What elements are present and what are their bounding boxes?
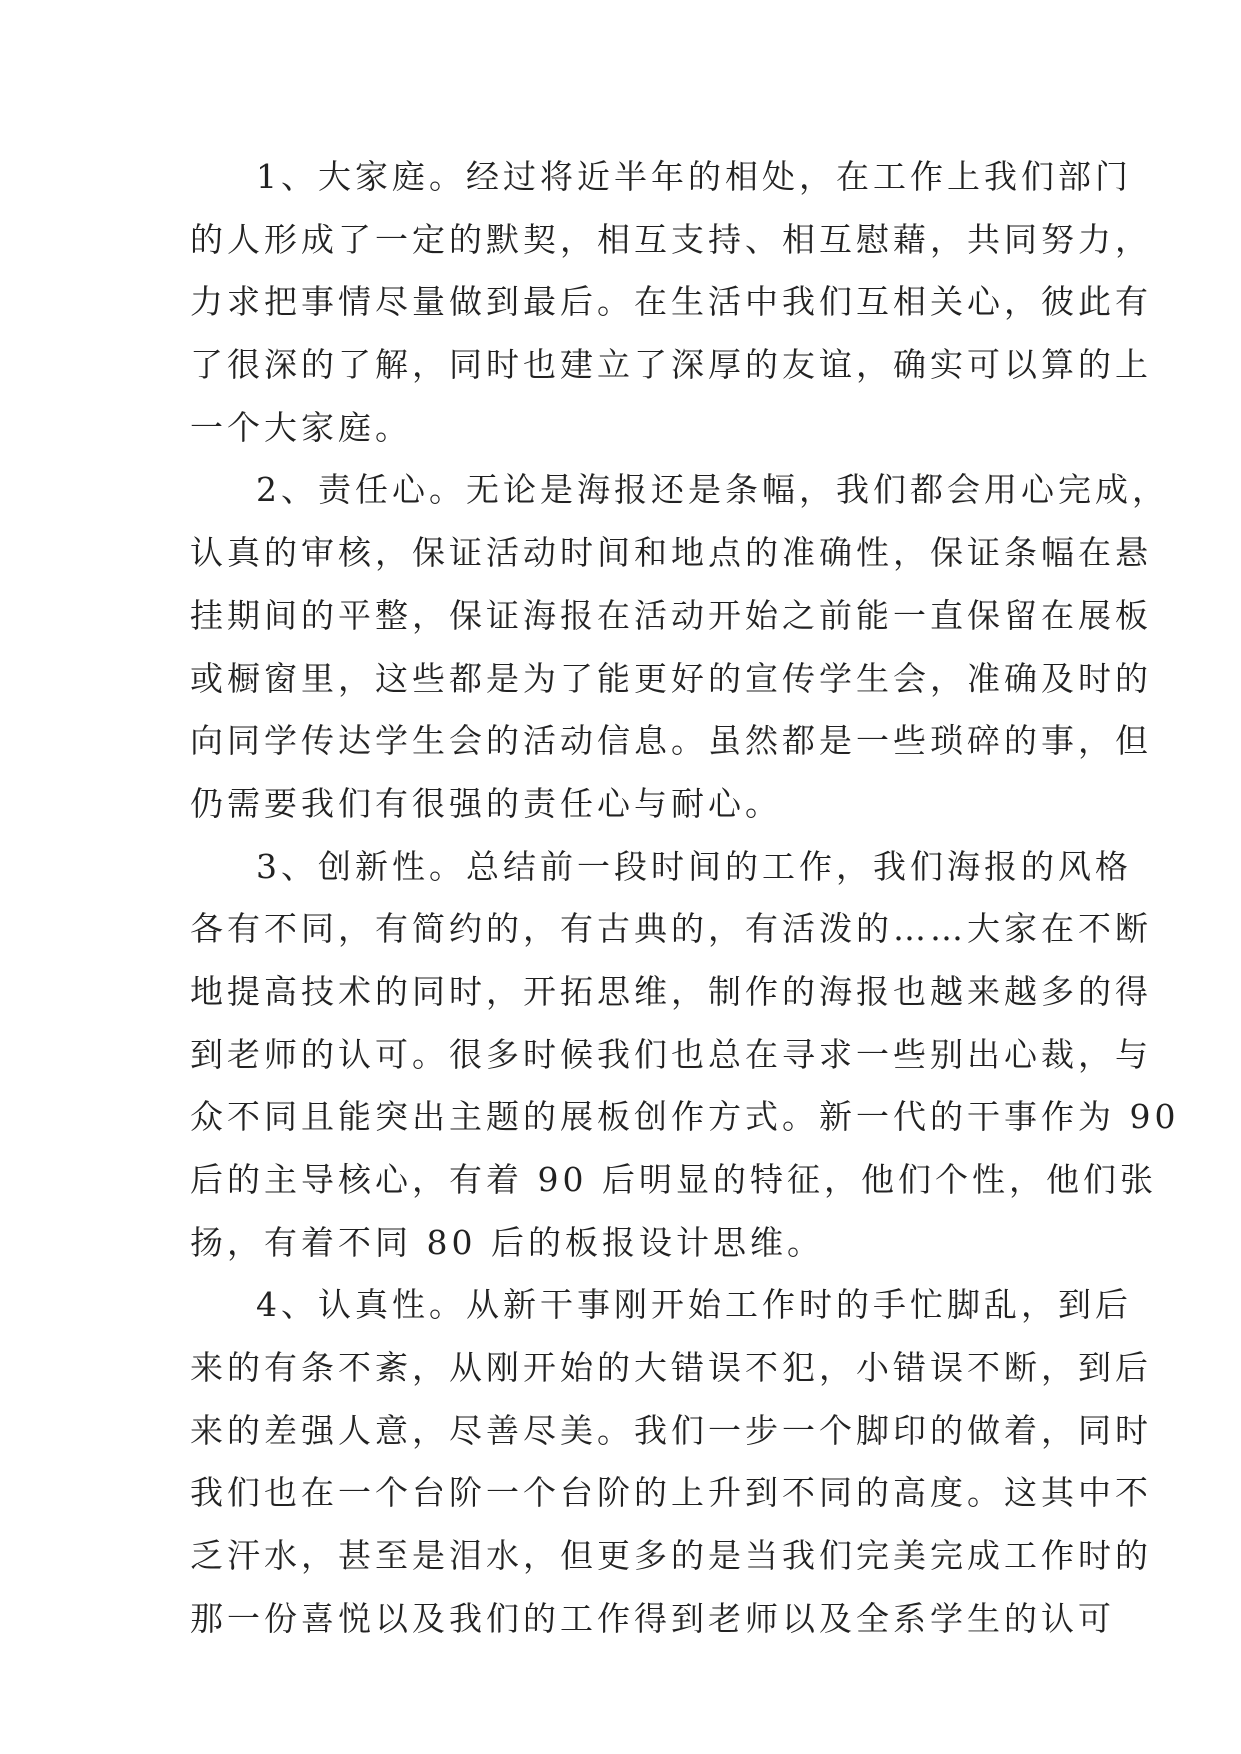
paragraph-2-line-1: 2、责任心。无论是海报还是条幅，我们都会用心完成， bbox=[256, 470, 1169, 510]
paragraph-3-line-5: 众不同且能突出主题的展板创作方式。新一代的干事作为 90 bbox=[190, 1097, 1180, 1137]
paragraph-2-line-5: 向同学传达学生会的活动信息。虽然都是一些琐碎的事，但 bbox=[190, 721, 1152, 761]
paragraph-3-line-6: 后的主导核心，有着 90 后明显的特征，他们个性，他们张 bbox=[190, 1160, 1157, 1199]
paragraph-4-line-5: 乏汗水，甚至是泪水，但更多的是当我们完美完成工作时的 bbox=[190, 1536, 1152, 1576]
paragraph-4-line-6: 那一份喜悦以及我们的工作得到老师以及全系学生的认可 bbox=[190, 1598, 1115, 1638]
paragraph-2-line-2: 认真的审核，保证活动时间和地点的准确性，保证条幅在悬 bbox=[190, 533, 1152, 573]
document-body bbox=[190, 146, 1180, 1651]
paragraph-2-line-3: 挂期间的平整，保证海报在活动开始之前能一直保留在展板 bbox=[190, 595, 1152, 635]
paragraph-2-line-4: 或橱窗里，这些都是为了能更好的宣传学生会，准确及时的 bbox=[190, 658, 1152, 698]
paragraph-3-line-1: 3、创新性。总结前一段时间的工作，我们海报的风格 bbox=[256, 846, 1132, 886]
paragraph-1-line-4: 了很深的了解，同时也建立了深厚的友谊，确实可以算的上 bbox=[190, 345, 1152, 385]
paragraph-1-line-5: 一个大家庭。 bbox=[190, 407, 412, 447]
paragraph-2-line-6: 仍需要我们有很强的责任心与耐心。 bbox=[190, 783, 782, 823]
paragraph-3-line-4: 到老师的认可。很多时候我们也总在寻求一些别出心裁，与 bbox=[190, 1034, 1152, 1074]
paragraph-1-line-3: 力求把事情尽量做到最后。在生活中我们互相关心，彼此有 bbox=[190, 282, 1152, 322]
paragraph-3-line-3: 地提高技术的同时，开拓思维，制作的海报也越来越多的得 bbox=[190, 971, 1152, 1011]
paragraph-4-line-4: 我们也在一个台阶一个台阶的上升到不同的高度。这其中不 bbox=[190, 1473, 1152, 1513]
paragraph-3-line-7: 扬，有着不同 80 后的板报设计思维。 bbox=[190, 1222, 824, 1262]
paragraph-4-line-3: 来的差强人意，尽善尽美。我们一步一个脚印的做着，同时 bbox=[190, 1410, 1152, 1450]
paragraph-1-line-1: 1、大家庭。经过将近半年的相处，在工作上我们部门 bbox=[256, 157, 1132, 196]
paragraph-3-line-2: 各有不同，有简约的，有古典的，有活泼的……大家在不断 bbox=[190, 909, 1152, 949]
paragraph-4-line-2: 来的有条不紊，从刚开始的大错误不犯，小错误不断，到后 bbox=[190, 1348, 1152, 1388]
paragraph-4-line-1: 4、认真性。从新干事刚开始工作时的手忙脚乱，到后 bbox=[256, 1285, 1132, 1325]
paragraph-1-line-2: 的人形成了一定的默契，相互支持、相互慰藉，共同努力， bbox=[190, 219, 1152, 259]
